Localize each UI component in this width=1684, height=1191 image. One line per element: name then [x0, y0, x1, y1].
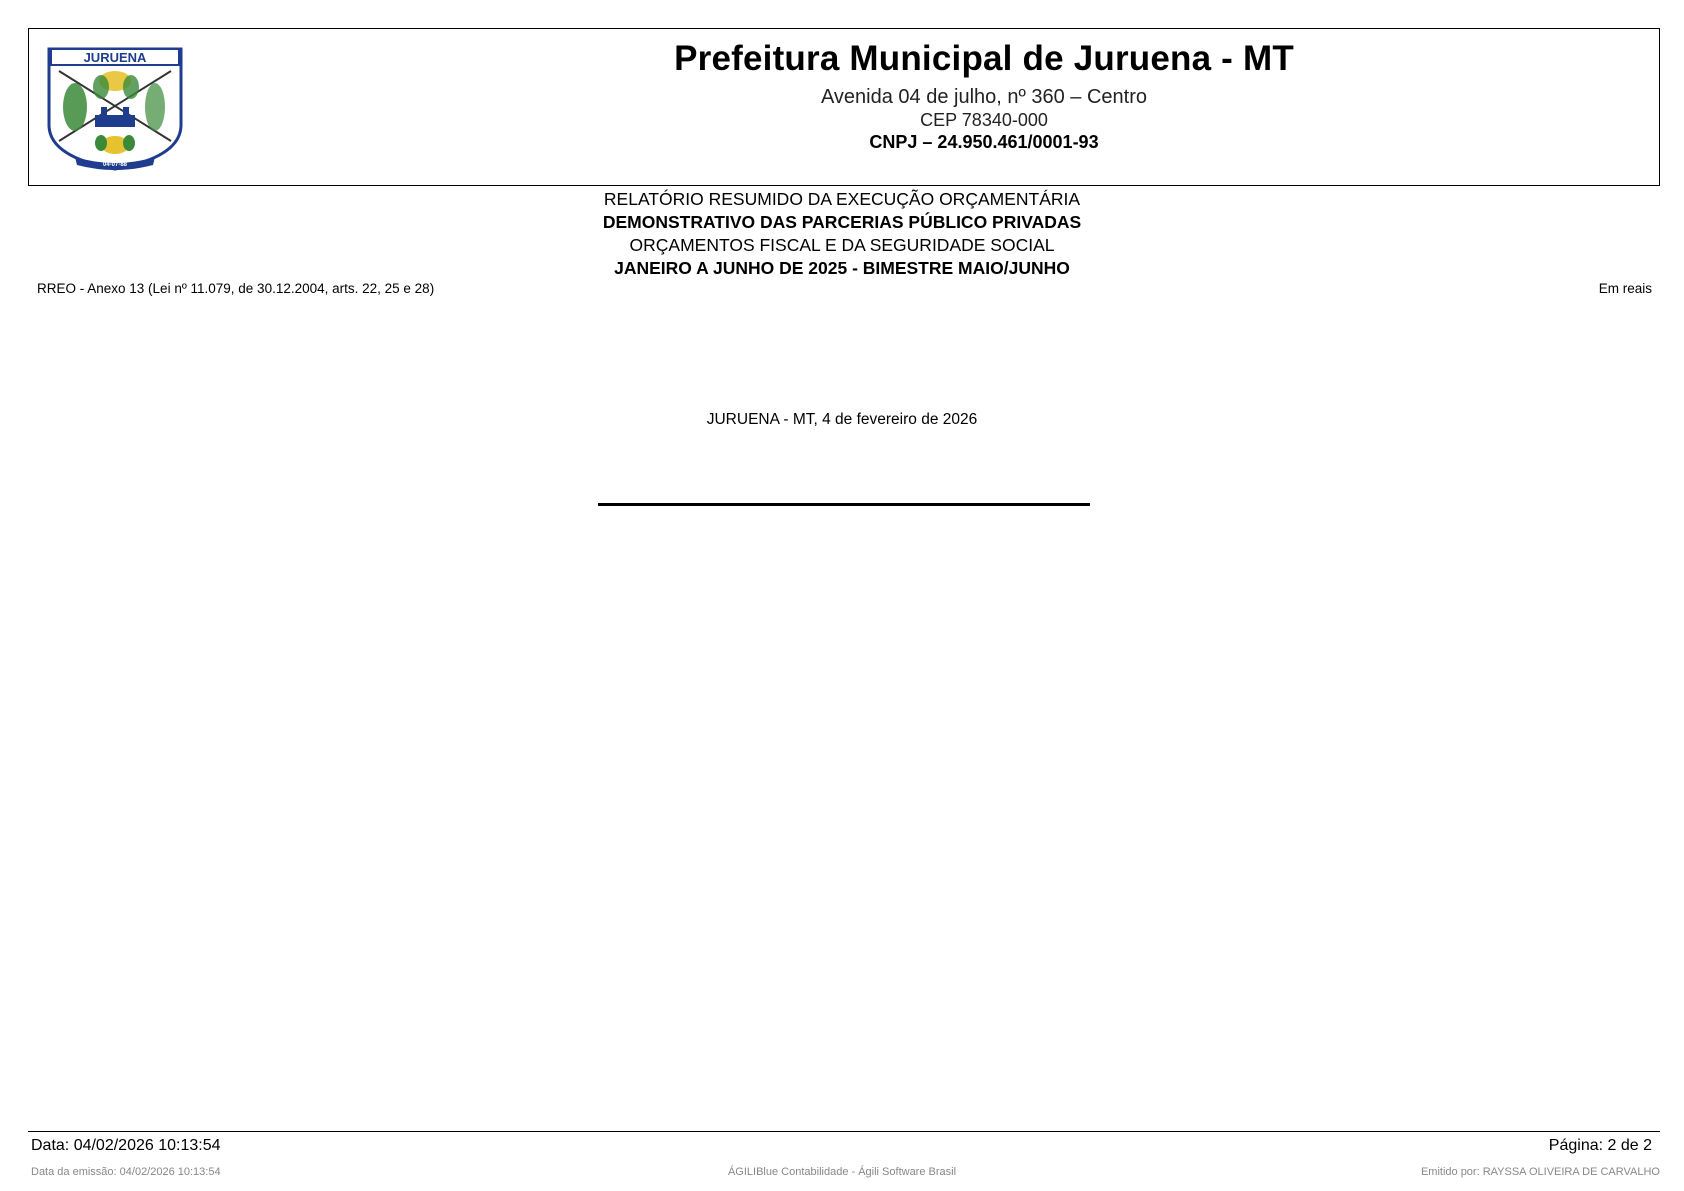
signature-line: [598, 503, 1090, 506]
footer-issued-by: Emitido por: RAYSSA OLIVEIRA DE CARVALHO: [1420, 1166, 1660, 1178]
report-units: Em reais: [1598, 281, 1652, 296]
org-address: Avenida 04 de julho, nº 360 – Centro: [820, 86, 1148, 108]
svg-text:04-07-88: 04-07-88: [102, 162, 128, 168]
footer-page-number: Página: 2 de 2: [1548, 1137, 1652, 1154]
header-box: [28, 28, 1660, 186]
footer-software: ÁGILIBlue Contabilidade - Ágili Software Brasil: [727, 1166, 957, 1178]
municipal-crest-logo: [45, 45, 185, 173]
footer-divider: [28, 1131, 1660, 1132]
svg-text:JURUENA: JURUENA: [83, 50, 147, 65]
header-text: [309, 37, 1659, 153]
org-title: Prefeitura Municipal de Juruena - MT: [674, 39, 1294, 78]
report-title-line2: DEMONSTRATIVO DAS PARCERIAS PÚBLICO PRIVADAS: [602, 212, 1082, 232]
report-title-line3: ORÇAMENTOS FISCAL E DA SEGURIDADE SOCIAL: [629, 235, 1055, 255]
place-date: JURUENA - MT, 4 de fevereiro de 2026: [706, 411, 978, 428]
report-title-line1: RELATÓRIO RESUMIDO DA EXECUÇÃO ORÇAMENTÁRIA: [603, 189, 1081, 209]
org-cnpj: CNPJ – 24.950.461/0001-93: [869, 132, 1099, 152]
footer-date: Data: 04/02/2026 10:13:54: [31, 1137, 221, 1154]
report-title-line4: JANEIRO A JUNHO DE 2025 - BIMESTRE MAIO/JUNHO: [614, 258, 1070, 278]
report-annex-reference: RREO - Anexo 13 (Lei nº 11.079, de 30.12.2004, arts. 22, 25 e 28): [37, 281, 435, 296]
report-titles: [0, 188, 1684, 280]
org-cep: CEP 78340-000: [920, 110, 1048, 130]
footer-emission-date: Data da emissão: 04/02/2026 10:13:54: [31, 1166, 221, 1178]
